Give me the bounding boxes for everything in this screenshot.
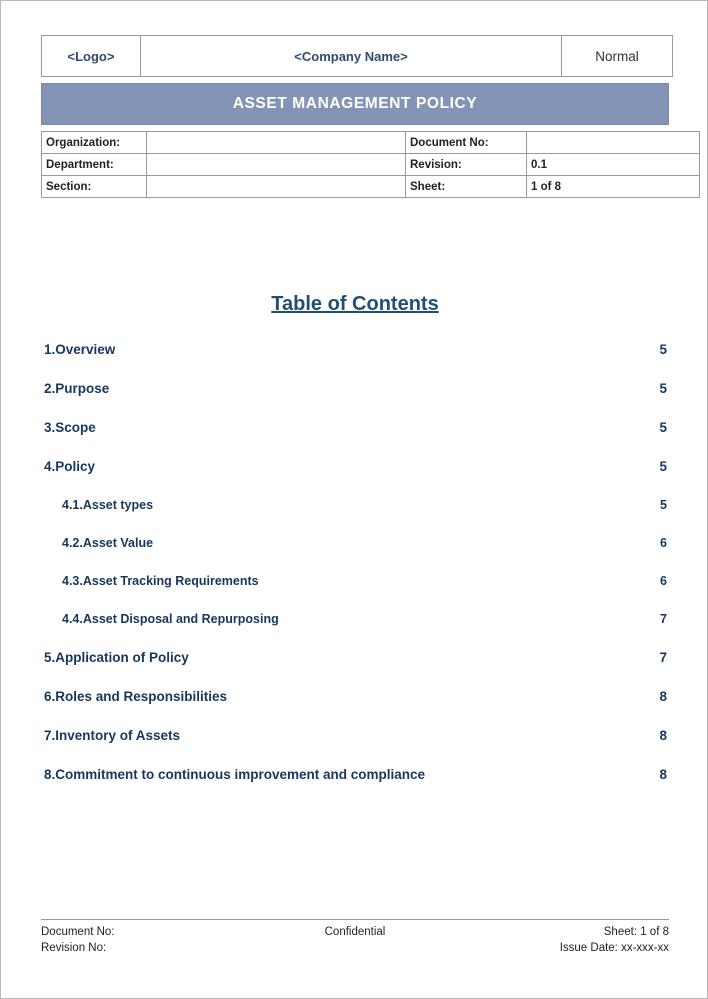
toc-entry-label: 4.2.Asset Value	[62, 536, 154, 550]
metadata-table	[41, 131, 700, 198]
table-of-contents	[41, 342, 669, 782]
toc-entry-page: 5	[659, 420, 667, 435]
toc-entry-label: 4.Policy	[44, 459, 96, 474]
toc-entry-label: 6.Roles and Responsibilities	[44, 689, 228, 704]
page-content	[41, 35, 669, 806]
revision-label: Revision:	[406, 154, 527, 176]
toc-entry-label: 4.4.Asset Disposal and Repurposing	[62, 612, 279, 626]
header-top-row	[42, 36, 673, 77]
footer-row-top	[41, 924, 669, 940]
toc-entry-page: 7	[659, 650, 667, 665]
toc-entry-page: 8	[659, 689, 667, 704]
table-row	[42, 154, 700, 176]
toc-entry[interactable]	[41, 689, 669, 704]
footer-confidential: Confidential	[324, 926, 386, 938]
footer-row-bottom	[41, 940, 669, 956]
toc-entry[interactable]	[41, 612, 669, 626]
toc-entry-page: 6	[660, 536, 667, 550]
toc-entry-page: 6	[660, 574, 667, 588]
toc-entry[interactable]	[41, 574, 669, 588]
toc-entry-label: 8.Commitment to continuous improvement and compliance	[44, 767, 426, 782]
section-value	[147, 176, 406, 198]
toc-entry-label: 4.1.Asset types	[62, 498, 154, 512]
toc-entry-label: 2.Purpose	[44, 381, 110, 396]
sheet-label: Sheet:	[406, 176, 527, 198]
organization-value	[147, 132, 406, 154]
footer-revision-no: Revision No:	[41, 942, 107, 954]
footer-spacer	[248, 940, 462, 956]
toc-entry-label: 4.3.Asset Tracking Requirements	[62, 574, 259, 588]
classification-cell: Normal	[562, 36, 673, 77]
department-label: Department:	[42, 154, 147, 176]
footer-sheet: Sheet: 1 of 8	[603, 926, 669, 938]
toc-entry[interactable]	[41, 728, 669, 743]
table-row	[42, 132, 700, 154]
header-table	[41, 35, 673, 77]
toc-entry-label: 7.Inventory of Assets	[44, 728, 181, 743]
toc-entry-label: 5.Application of Policy	[44, 650, 189, 665]
document-title: ASSET MANAGEMENT POLICY	[232, 95, 478, 112]
company-name-placeholder-cell: <Company Name>	[141, 36, 562, 77]
sheet-value: 1 of 8	[527, 176, 700, 198]
toc-entry-page: 5	[659, 459, 667, 474]
logo-placeholder-cell: <Logo>	[42, 36, 141, 77]
toc-entry-page: 5	[660, 498, 667, 512]
document-no-label: Document No:	[406, 132, 527, 154]
toc-entry-page: 5	[659, 342, 667, 357]
toc-entry-page: 7	[660, 612, 667, 626]
table-of-contents-title: Table of Contents	[271, 293, 439, 315]
toc-entry[interactable]	[41, 536, 669, 550]
toc-entry-page: 5	[659, 381, 667, 396]
toc-entry[interactable]	[41, 767, 669, 782]
document-no-value	[527, 132, 700, 154]
table-row	[42, 176, 700, 198]
page-footer	[41, 919, 669, 956]
toc-entry[interactable]	[41, 342, 669, 357]
footer-issue-date: Issue Date: xx-xxx-xx	[559, 942, 669, 954]
toc-entry-label: 3.Scope	[44, 420, 96, 435]
toc-entry-label: 1.Overview	[44, 342, 116, 357]
toc-entry-page: 8	[659, 728, 667, 743]
organization-label: Organization:	[42, 132, 147, 154]
toc-entry[interactable]	[41, 381, 669, 396]
revision-value: 0.1	[527, 154, 700, 176]
department-value	[147, 154, 406, 176]
toc-entry[interactable]	[41, 420, 669, 435]
toc-entry[interactable]	[41, 650, 669, 665]
toc-entry-page: 8	[659, 767, 667, 782]
toc-entry[interactable]	[41, 498, 669, 512]
toc-entry[interactable]	[41, 459, 669, 474]
footer-document-no: Document No:	[41, 926, 115, 938]
document-title-band	[41, 83, 669, 125]
section-label: Section:	[42, 176, 147, 198]
